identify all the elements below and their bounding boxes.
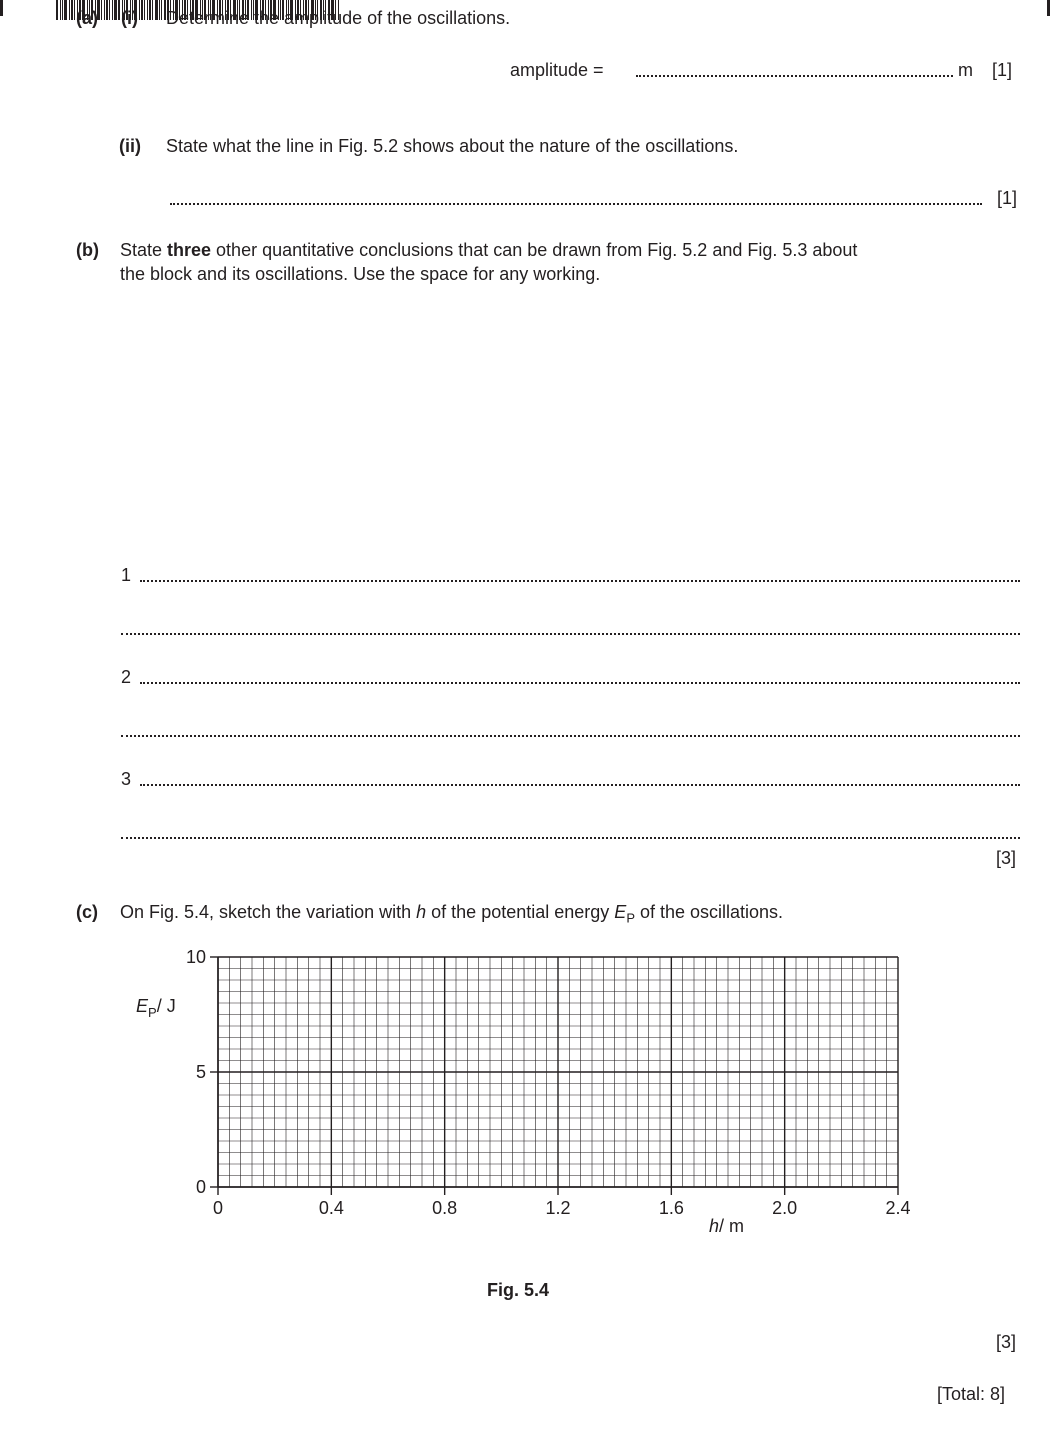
part-b-label: (b) bbox=[76, 240, 99, 260]
figure-caption: Fig. 5.4 bbox=[487, 1280, 550, 1300]
barcode-bar bbox=[60, 0, 61, 20]
x-tick-label: 0.4 bbox=[318, 1198, 344, 1218]
part-a-label: (a) bbox=[76, 8, 98, 28]
barcode-bar bbox=[56, 0, 58, 20]
y-tick-label: 0 bbox=[195, 1177, 206, 1197]
barcode-bar bbox=[114, 0, 117, 20]
barcode-bar bbox=[144, 0, 145, 20]
answer-1-line-1[interactable] bbox=[140, 580, 1020, 582]
y-tick-label: 5 bbox=[195, 1062, 206, 1082]
part-c-label: (c) bbox=[76, 902, 98, 922]
barcode-bar bbox=[64, 0, 67, 20]
barcode-bar bbox=[101, 0, 102, 20]
chart-ticks bbox=[210, 957, 898, 1195]
barcode-bar bbox=[109, 0, 110, 20]
barcode-bar bbox=[155, 0, 158, 20]
x-tick-label: 0.8 bbox=[432, 1198, 458, 1218]
answer-1-line-2[interactable] bbox=[121, 633, 1020, 635]
question-total: [Total: 8] bbox=[937, 1384, 1006, 1404]
barcode-bar bbox=[71, 0, 73, 20]
part-a-i-label: (i) bbox=[121, 8, 138, 28]
part-a-i-marks: [1] bbox=[992, 60, 1013, 80]
part-a-ii-marks: [1] bbox=[997, 188, 1018, 208]
barcode-bar bbox=[118, 0, 120, 20]
x-tick-label: 2.0 bbox=[772, 1198, 798, 1218]
answer-2-line-1[interactable] bbox=[140, 682, 1020, 684]
barcode-bar bbox=[104, 0, 105, 20]
answer-3-line-2[interactable] bbox=[121, 837, 1020, 839]
chart-tick-labels bbox=[186, 947, 911, 1218]
part-c-question: On Fig. 5.4, sketch the variation with h of the potential energy $E_P$ of the oscillations. bbox=[120, 902, 784, 926]
part-a-ii-question: State what the line in Fig. 5.2 shows about the nature of the oscillations. bbox=[166, 136, 739, 156]
part-b-marks: [3] bbox=[996, 848, 1017, 868]
amplitude-answer-line[interactable] bbox=[636, 75, 953, 77]
barcode-bar bbox=[74, 0, 75, 20]
fig-5-4-chart[interactable] bbox=[0, 940, 1050, 1280]
barcode-bar bbox=[149, 0, 151, 20]
part-b-question-line1: State three other quantitative conclusions that can be drawn from Fig. 5.2 and Fig. 5.3 about bbox=[120, 240, 858, 260]
part-a-ii-label: (ii) bbox=[119, 136, 141, 156]
answer-number-2: 2 bbox=[121, 667, 132, 687]
part-a-i-question: Determine the amplitude of the oscillations. bbox=[166, 8, 511, 28]
barcode-bar bbox=[106, 0, 108, 20]
barcode-bar bbox=[62, 0, 63, 20]
amplitude-label: amplitude = bbox=[510, 60, 604, 80]
x-axis-label: h/ m bbox=[709, 1216, 745, 1236]
y-tick-label: 10 bbox=[185, 947, 206, 967]
barcode-bar bbox=[139, 0, 140, 20]
barcode-bar bbox=[159, 0, 160, 20]
barcode-bar bbox=[141, 0, 143, 20]
x-tick-label: 1.2 bbox=[545, 1198, 571, 1218]
part-b-question-line2: the block and its oscillations. Use the space for any working. bbox=[120, 264, 601, 284]
part-c-marks: [3] bbox=[996, 1332, 1017, 1352]
barcode-bar bbox=[152, 0, 153, 20]
corner-mark-left bbox=[0, 0, 3, 16]
answer-number-1: 1 bbox=[121, 565, 132, 585]
x-tick-label: 0 bbox=[212, 1198, 224, 1218]
y-axis-label: $E_P/$ J bbox=[136, 996, 176, 1020]
x-tick-label: 1.6 bbox=[658, 1198, 684, 1218]
part-a-ii-answer-line[interactable] bbox=[170, 203, 982, 205]
barcode-bar bbox=[69, 0, 70, 20]
barcode-bar bbox=[112, 0, 113, 20]
x-tick-label: 2.4 bbox=[885, 1198, 911, 1218]
barcode-bar bbox=[161, 0, 162, 20]
barcode-bar bbox=[147, 0, 148, 20]
answer-number-3: 3 bbox=[121, 769, 132, 789]
answer-3-line-1[interactable] bbox=[140, 784, 1020, 786]
answer-2-line-2[interactable] bbox=[121, 735, 1020, 737]
amplitude-unit: m bbox=[958, 60, 973, 80]
